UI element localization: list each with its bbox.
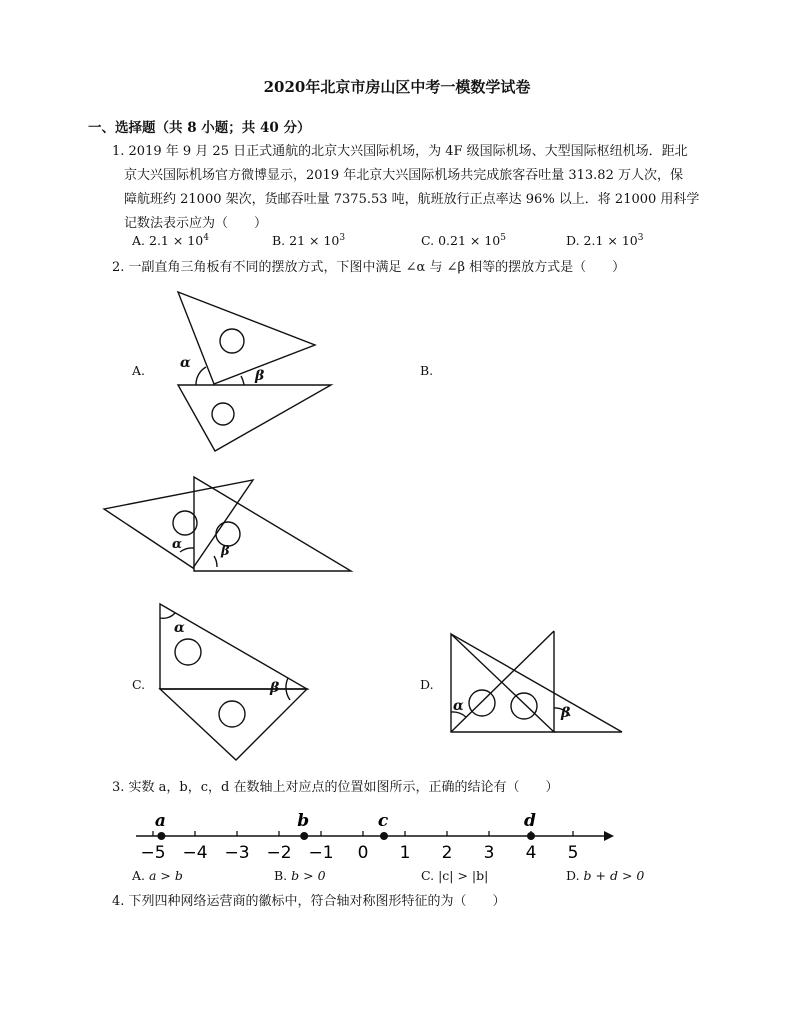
q1-line-2: 京大兴国际机场官方微博显示，2019 年北京大兴国际机场共完成旅客吞吐量 313.82 万人次，保 — [124, 168, 683, 183]
figure-d-hypotenuse-b — [451, 631, 554, 732]
q1-option-d-base: 2.1 × 10 — [583, 233, 638, 249]
q2-option-c-label[interactable]: C. — [132, 677, 146, 692]
q2-option-d-label[interactable]: D. — [420, 677, 434, 692]
figure-d-alpha: α — [453, 698, 464, 714]
number-line-point-label-b: b — [297, 811, 310, 831]
figure-c-hole-upper — [175, 639, 201, 665]
q1-option-d-label: D. — [566, 233, 580, 249]
q1-option-a-exp: 4 — [203, 233, 209, 243]
figure-a-beta: β — [255, 368, 265, 384]
number-line-tick-label: 0 — [357, 843, 369, 863]
q1-option-c[interactable] — [421, 233, 506, 248]
q1-option-b-base: 21 × 10 — [289, 233, 340, 249]
q2-stem: 2. 一副直角三角板有不同的摆放方式，下图中满足 ∠α 与 ∠β 相等的摆放方式是（ ） — [112, 260, 626, 275]
q3-option-d-text: b + d > 0 — [583, 868, 645, 883]
number-line-tick-label: −4 — [182, 843, 208, 863]
q1-option-c-label: C. — [421, 233, 435, 249]
page-title: 2020年北京市房山区中考一模数学试卷 — [263, 78, 531, 96]
figure-c-beta: β — [270, 680, 280, 696]
number-line-point-c — [380, 832, 388, 840]
figure-b-hole-right — [216, 522, 240, 546]
number-line-tick-label: −5 — [140, 843, 166, 863]
number-line-point-label-c: c — [377, 811, 389, 831]
q3-option-b-text: b > 0 — [291, 868, 326, 883]
q1-line-3: 障航班约 21000 架次，货邮吞吐量 7375.53 吨，航班放行正点率达 96% 以上．将 21000 用科学 — [124, 192, 700, 207]
number-line-tick-label: 5 — [567, 843, 579, 863]
q1-option-d-exp: 3 — [637, 233, 644, 243]
number-line-tick-label: 2 — [441, 843, 453, 863]
number-line-tick-label: 4 — [525, 843, 537, 863]
number-line-tick-label: −2 — [266, 843, 292, 863]
figure-a-triangle-top — [178, 292, 315, 384]
section-heading: 一、选择题（共 8 小题；共 40 分） — [88, 120, 311, 136]
q3-stem: 3. 实数 a，b，c，d 在数轴上对应点的位置如图所示，正确的结论有（ ） — [112, 780, 559, 795]
number-line-point-label-d: d — [524, 811, 536, 831]
q1-option-b-exp: 3 — [339, 233, 346, 243]
figure-c-triangle-upper — [160, 604, 307, 689]
figure-b-triangle-long — [104, 480, 253, 568]
figure-a-hole-top — [220, 329, 244, 353]
number-line-arrow — [604, 831, 614, 841]
q2-option-a-label[interactable]: A. — [132, 363, 146, 378]
q1-option-b-label: B. — [272, 233, 286, 249]
figure-d-beta: β — [561, 705, 571, 721]
q1-option-a-label: A. — [132, 233, 146, 249]
figure-b-arc-beta — [214, 556, 217, 567]
q1-option-c-base: 0.21 × 10 — [438, 233, 501, 249]
number-line-tick-label: 3 — [483, 843, 495, 863]
q3-option-b[interactable] — [274, 868, 326, 883]
number-line-point-a — [157, 832, 165, 840]
q3-option-a[interactable] — [132, 868, 183, 883]
figure-c-triangle-lower — [160, 689, 307, 760]
figure-d-hypotenuse-a — [451, 634, 622, 732]
number-line-tick-label: −3 — [224, 843, 250, 863]
figure-a-alpha: α — [180, 355, 191, 371]
number-line-point-label-a: a — [154, 811, 166, 831]
q3-option-c-text: |c| > |b| — [438, 868, 489, 883]
figure-a-arc-beta — [241, 376, 244, 385]
figure-b-hole-left — [173, 511, 197, 535]
figure-a-triangle-bottom — [178, 385, 331, 451]
q1-option-a[interactable] — [132, 233, 209, 248]
figure-d-triangle-left — [451, 634, 554, 732]
q1-option-c-exp: 5 — [500, 233, 506, 243]
figure-b-arc-alpha — [180, 548, 194, 552]
figure-d-hole-left — [469, 690, 495, 716]
figure-c-arc-beta — [286, 678, 290, 700]
q3-option-c[interactable] — [421, 868, 488, 883]
number-line-point-d — [527, 832, 535, 840]
number-line-tick-label: 1 — [399, 843, 411, 863]
q3-option-a-text: a > b — [149, 868, 183, 883]
number-line-point-b — [300, 832, 308, 840]
figure-b-beta: β — [221, 544, 230, 559]
q3-option-c-label: C. — [421, 868, 435, 883]
q3-option-a-label: A. — [132, 868, 146, 883]
q3-option-d-label: D. — [566, 868, 580, 883]
figure-a-hole-bottom — [212, 403, 234, 425]
q3-option-b-label: B. — [274, 868, 288, 883]
q1-line-1: 1. 2019 年 9 月 25 日正式通航的北京大兴国际机场，为 4F 级国际机场、大型国际枢纽机场．距北 — [112, 144, 688, 159]
figure-a-arc-alpha — [196, 367, 206, 385]
figure-c-hole-lower — [219, 701, 245, 727]
figure-c-arc-alpha — [160, 613, 175, 618]
number-line-tick-label: −1 — [308, 843, 334, 863]
figure-b-alpha: α — [172, 537, 183, 552]
q4-stem: 4. 下列四种网络运营商的徽标中，符合轴对称图形特征的为（ ） — [112, 894, 506, 909]
figure-d-hole-right — [511, 693, 537, 719]
figure-b-triangle-right — [194, 477, 351, 571]
q1-option-a-base: 2.1 × 10 — [149, 233, 204, 249]
q1-line-4: 记数法表示应为（ ） — [124, 216, 268, 231]
q1-option-b[interactable] — [272, 233, 345, 248]
q3-option-d[interactable] — [566, 868, 644, 883]
q1-option-d[interactable] — [566, 233, 644, 248]
figure-c-alpha: α — [174, 620, 185, 636]
q2-option-b-label[interactable]: B. — [420, 363, 434, 378]
